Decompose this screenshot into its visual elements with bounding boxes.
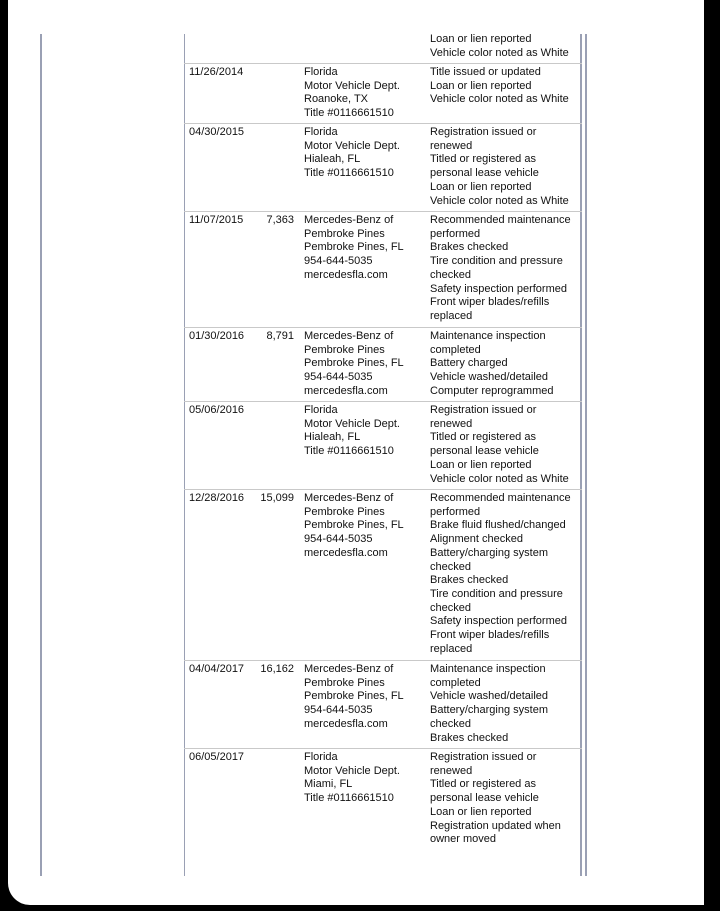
date-cell: 11/26/2014 [189, 66, 244, 78]
source-line: Pembroke Pines, FL [304, 357, 404, 370]
source-line: Title #0116661510 [304, 445, 394, 458]
detail-line: personal lease vehicle [430, 167, 539, 180]
detail-line: completed [430, 676, 481, 689]
source-line: Hialeah, FL [304, 153, 361, 166]
source-line: Florida [304, 66, 338, 78]
source-cell [304, 492, 404, 561]
detail-line: Battery/charging system [430, 704, 548, 717]
source-line: Pembroke Pines, FL [304, 690, 404, 703]
source-line: Florida [304, 126, 338, 138]
source-line: 954-644-5035 [304, 371, 373, 384]
source-line: Pembroke Pines [304, 227, 385, 240]
detail-line: Battery charged [430, 357, 508, 370]
details-cell [430, 663, 548, 745]
detail-line: checked [430, 268, 471, 281]
details-cell [430, 751, 561, 847]
detail-line: checked [430, 717, 471, 730]
detail-line: Brakes checked [430, 574, 509, 587]
mileage-cell: 15,099 [260, 492, 294, 504]
source-line: Mercedes-Benz of [304, 492, 394, 504]
source-line: Miami, FL [304, 778, 353, 791]
source-line: Pembroke Pines [304, 676, 385, 689]
source-line: Roanoke, TX [304, 93, 369, 106]
source-cell [304, 404, 400, 459]
source-line: 954-644-5035 [304, 255, 373, 268]
detail-line: replaced [430, 642, 473, 655]
row-separator [184, 401, 582, 402]
row-separator [184, 748, 582, 749]
source-cell [304, 126, 400, 181]
detail-line: Brakes checked [430, 241, 509, 254]
row-separator [184, 327, 582, 328]
detail-line: Recommended maintenance [430, 492, 571, 504]
details-cell [430, 404, 569, 486]
detail-line: Registration issued or [430, 404, 537, 416]
table-right-rule-2 [585, 34, 587, 876]
source-line: Pembroke Pines, FL [304, 519, 404, 532]
detail-line: Recommended maintenance [430, 214, 571, 226]
source-line: Motor Vehicle Dept. [304, 764, 400, 777]
detail-line: Vehicle color noted as White [430, 194, 569, 207]
detail-line: Alignment checked [430, 533, 523, 546]
row-separator [184, 211, 582, 212]
detail-line: Loan or lien reported [430, 33, 532, 45]
detail-line: Safety inspection performed [430, 615, 567, 628]
source-line: Florida [304, 404, 338, 416]
detail-line: Loan or lien reported [430, 805, 532, 818]
detail-line: Vehicle color noted as White [430, 472, 569, 485]
detail-line: Front wiper blades/refills [430, 629, 550, 642]
detail-line: Registration issued or [430, 126, 537, 138]
source-cell [304, 330, 404, 399]
table-left-rule [184, 34, 185, 876]
row-separator [184, 489, 582, 490]
details-cell [430, 330, 554, 399]
date-cell: 04/04/2017 [189, 663, 245, 675]
details-cell [430, 33, 569, 60]
detail-line: Loan or lien reported [430, 180, 532, 193]
row-separator [184, 660, 582, 661]
detail-line: renewed [430, 417, 473, 430]
details-cell [430, 492, 571, 656]
detail-line: checked [430, 601, 471, 614]
detail-line: Brakes checked [430, 731, 509, 744]
date-cell: 04/30/2015 [189, 126, 245, 138]
source-line: Motor Vehicle Dept. [304, 417, 400, 430]
detail-line: Brake fluid flushed/changed [430, 519, 566, 532]
detail-line: replaced [430, 309, 473, 322]
detail-line: renewed [430, 139, 473, 152]
mileage-cell: 7,363 [266, 214, 294, 226]
source-line: Florida [304, 751, 338, 763]
source-line: Pembroke Pines [304, 343, 385, 356]
left-margin-rule [40, 34, 42, 876]
detail-line: Maintenance inspection [430, 663, 546, 675]
detail-line: Loan or lien reported [430, 79, 532, 92]
source-cell [304, 66, 400, 121]
source-line: Motor Vehicle Dept. [304, 139, 400, 152]
source-line: mercedesfla.com [304, 546, 388, 559]
detail-line: Vehicle washed/detailed [430, 371, 549, 384]
source-line: Pembroke Pines [304, 505, 385, 518]
detail-line: Registration issued or [430, 751, 537, 763]
detail-line: performed [430, 505, 481, 518]
source-line: Motor Vehicle Dept. [304, 79, 400, 92]
detail-line: owner moved [430, 833, 497, 846]
date-cell: 05/06/2016 [189, 404, 245, 416]
detail-line: completed [430, 343, 481, 356]
details-cell [430, 66, 569, 107]
detail-line: Computer reprogrammed [430, 384, 554, 397]
source-line: Mercedes-Benz of [304, 214, 394, 226]
detail-line: Tire condition and pressure [430, 255, 563, 268]
table-right-rule-1 [580, 34, 582, 876]
details-cell [430, 214, 571, 324]
date-cell: 06/05/2017 [189, 751, 245, 763]
date-cell: 01/30/2016 [189, 330, 245, 342]
detail-line: personal lease vehicle [430, 445, 539, 458]
date-cell: 11/07/2015 [189, 214, 244, 226]
detail-line: Tire condition and pressure [430, 587, 563, 600]
detail-line: Titled or registered as [430, 778, 536, 791]
row-separator [184, 123, 582, 124]
detail-line: Loan or lien reported [430, 458, 532, 471]
detail-line: Titled or registered as [430, 153, 536, 166]
detail-line: Battery/charging system [430, 546, 548, 559]
source-line: mercedesfla.com [304, 717, 388, 730]
detail-line: Vehicle washed/detailed [430, 690, 549, 703]
details-cell [430, 126, 569, 208]
detail-line: Registration updated when [430, 819, 561, 832]
row-separator [184, 63, 582, 64]
source-line: Mercedes-Benz of [304, 330, 394, 342]
source-line: Title #0116661510 [304, 107, 394, 120]
detail-line: checked [430, 560, 471, 573]
source-line: Hialeah, FL [304, 431, 361, 444]
source-cell [304, 751, 400, 806]
source-line: Title #0116661510 [304, 792, 394, 805]
detail-line: Front wiper blades/refills [430, 296, 550, 309]
mileage-cell: 16,162 [260, 663, 294, 675]
source-cell [304, 663, 404, 732]
source-line: mercedesfla.com [304, 384, 388, 397]
source-line: Title #0116661510 [304, 167, 394, 180]
detail-line: Safety inspection performed [430, 282, 567, 295]
detail-line: renewed [430, 764, 473, 777]
detail-line: Title issued or updated [430, 66, 541, 78]
source-cell [304, 214, 404, 283]
detail-line: Vehicle color noted as White [430, 46, 569, 59]
source-line: mercedesfla.com [304, 268, 388, 281]
detail-line: Titled or registered as [430, 431, 536, 444]
mileage-cell: 8,791 [266, 330, 294, 342]
date-cell: 12/28/2016 [189, 492, 245, 504]
detail-line: personal lease vehicle [430, 792, 539, 805]
source-line: Mercedes-Benz of [304, 663, 394, 675]
detail-line: Maintenance inspection [430, 330, 546, 342]
detail-line: Vehicle color noted as White [430, 93, 569, 106]
source-line: 954-644-5035 [304, 704, 373, 717]
source-line: Pembroke Pines, FL [304, 241, 404, 254]
detail-line: performed [430, 227, 481, 240]
source-line: 954-644-5035 [304, 533, 373, 546]
